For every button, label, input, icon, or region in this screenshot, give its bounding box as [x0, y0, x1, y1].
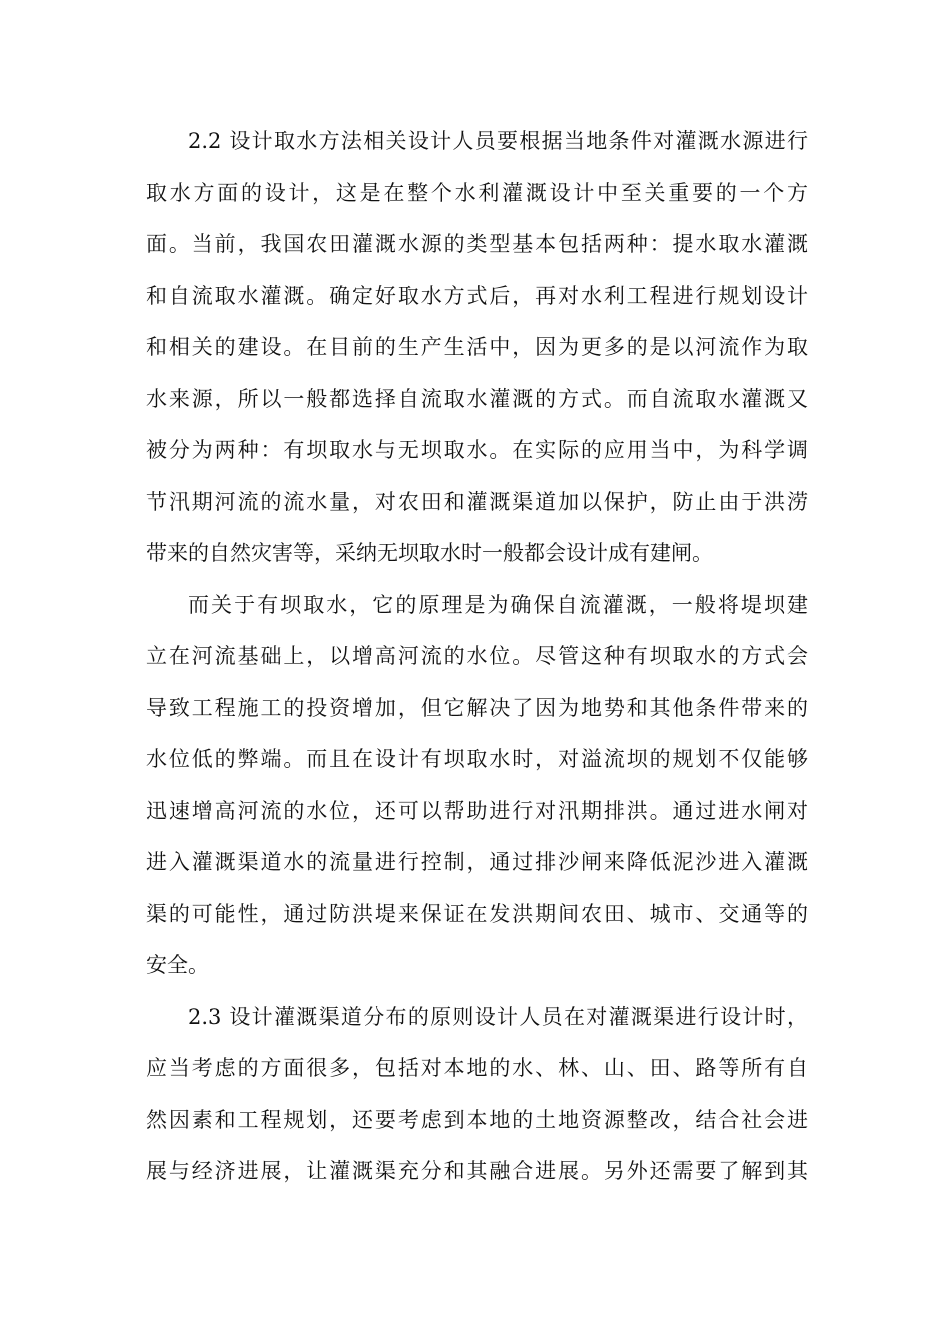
- paragraph-line: 水位低的弊端。而且在设计有坝取水时，对溢流坝的规划不仅能够: [146, 747, 808, 771]
- paragraph-line: 渠的可能性，通过防洪堤来保证在发洪期间农田、城市、交通等的: [146, 901, 808, 926]
- paragraph-line: 2.3 设计灌溉渠道分布的原则设计人员在对灌溉渠进行设计时，: [188, 1004, 808, 1029]
- paragraph-line: 节汛期河流的流水量，对农田和灌溉渠道加以保护，防止由于洪涝: [146, 489, 808, 514]
- paragraph-line: 然因素和工程规划，还要考虑到本地的土地资源整改，结合社会进: [146, 1107, 808, 1132]
- paragraph-line: 立在河流基础上，以增高河流的水位。尽管这种有坝取水的方式会: [146, 644, 808, 668]
- paragraph-water-intake-design: [146, 116, 808, 580]
- paragraph-line: 展与经济进展，让灌溉渠充分和其融合进展。另外还需要了解到其: [146, 1159, 808, 1183]
- paragraph-line: 安全。: [146, 953, 209, 977]
- paragraph-line: 被分为两种：有坝取水与无坝取水。在实际的应用当中，为科学调: [146, 438, 808, 462]
- paragraph-line: 和自流取水灌溉。确定好取水方式后，再对水利工程进行规划设计: [146, 283, 808, 308]
- paragraph-line: 取水方面的设计，这是在整个水利灌溉设计中至关重要的一个方: [146, 180, 808, 205]
- paragraph-line: 面。当前，我国农田灌溉水源的类型基本包括两种：提水取水灌溉: [146, 232, 808, 256]
- paragraph-line: 迅速增高河流的水位，还可以帮助进行对汛期排洪。通过进水闸对: [146, 798, 808, 823]
- paragraph-line: 带来的自然灾害等，采纳无坝取水时一般都会设计成有建闸。: [146, 541, 713, 565]
- paragraph-line: 而关于有坝取水，它的原理是为确保自流灌溉，一般将堤坝建: [188, 592, 808, 617]
- paragraph-line: 导致工程施工的投资增加，但它解决了因为地势和其他条件带来的: [146, 695, 808, 720]
- paragraph-line: 2.2 设计取水方法相关设计人员要根据当地条件对灌溉水源进行: [188, 129, 808, 153]
- paragraph-dam-intake: [146, 580, 808, 992]
- paragraph-line: 和相关的建设。在目前的生产生活中，因为更多的是以河流作为取: [146, 335, 808, 359]
- document-body: [146, 116, 808, 1198]
- paragraph-line: 水来源，所以一般都选择自流取水灌溉的方式。而自流取水灌溉又: [146, 386, 808, 411]
- paragraph-line: 应当考虑的方面很多，包括对本地的水、林、山、田、路等所有自: [146, 1056, 808, 1080]
- paragraph-canal-distribution: [146, 992, 808, 1198]
- paragraph-line: 进入灌溉渠道水的流量进行控制，通过排沙闸来降低泥沙进入灌溉: [146, 850, 808, 874]
